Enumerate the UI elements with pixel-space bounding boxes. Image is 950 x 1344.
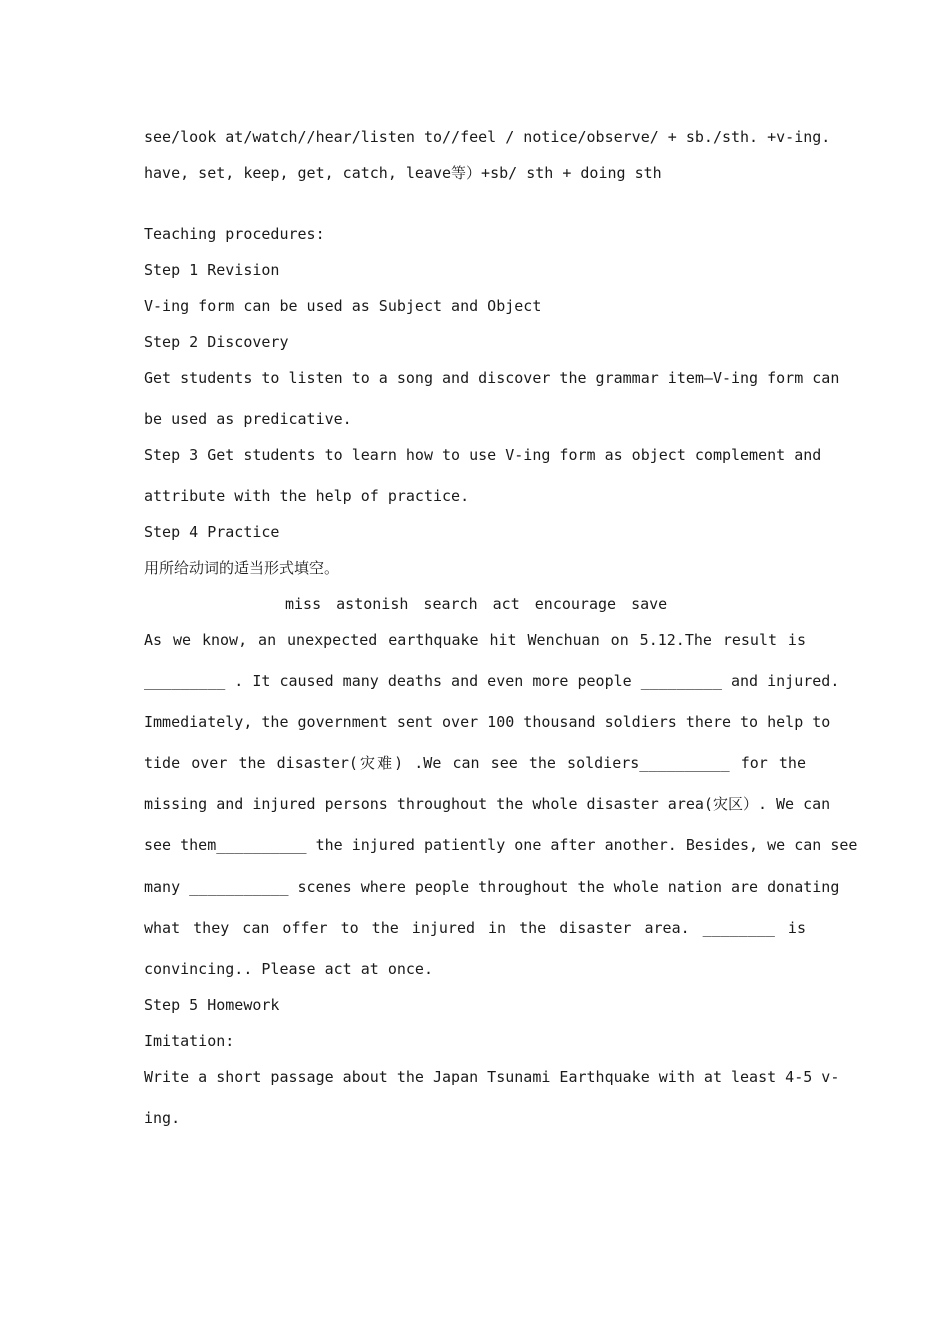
step-3-text-line-2: attribute with the help of practice. bbox=[144, 487, 470, 505]
homework-text-line-2: ing. bbox=[144, 1109, 181, 1127]
step-5-heading: Step 5 Homework bbox=[144, 996, 280, 1014]
passage-line-3: Immediately, the government sent over 100 thousand soldiers there to help to bbox=[144, 713, 831, 731]
verb-pattern-line: have, set, keep, get, catch, leave等）+sb/ sth + doing sth bbox=[144, 164, 662, 182]
step-2-heading: Step 2 Discovery bbox=[144, 333, 289, 351]
step-4-heading: Step 4 Practice bbox=[144, 523, 280, 541]
passage-line-4: tide over the disaster(灾难) .We can see the soldiers__________ for the bbox=[144, 754, 806, 772]
passage-line-7: many ___________ scenes where people throughout the whole nation are donating bbox=[144, 878, 840, 896]
word-bank: miss astonish search act encourage save bbox=[285, 595, 668, 613]
passage-line-2: _________ . It caused many deaths and even more people _________ and injured. bbox=[144, 672, 840, 690]
step-2-text-line-2: be used as predicative. bbox=[144, 410, 352, 428]
homework-text-line-1: Write a short passage about the Japan Tsunami Earthquake with at least 4-5 v- bbox=[144, 1068, 840, 1086]
passage-line-1: As we know, an unexpected earthquake hit Wenchuan on 5.12.The result is bbox=[144, 631, 806, 649]
passage-line-8: what they can offer to the injured in the disaster area. ________ is bbox=[144, 919, 806, 937]
verb-list-line: see/look at/watch//hear/listen to//feel / notice/observe/ + sb./sth. +v-ing. bbox=[144, 128, 831, 146]
passage-line-9: convincing.. Please act at once. bbox=[144, 960, 433, 978]
passage-line-5: missing and injured persons throughout the whole disaster area(灾区）. We can bbox=[144, 795, 831, 813]
step-1-text: V-ing form can be used as Subject and Object bbox=[144, 297, 542, 315]
step-2-text-line-1: Get students to listen to a song and discover the grammar item—V-ing form can bbox=[144, 369, 840, 387]
passage-line-6: see them__________ the injured patiently one after another. Besides, we can see bbox=[144, 836, 858, 854]
imitation-label: Imitation: bbox=[144, 1032, 235, 1050]
exercise-instruction: 用所给动词的适当形式填空。 bbox=[144, 559, 340, 577]
teaching-procedures-heading: Teaching procedures: bbox=[144, 225, 325, 243]
step-1-heading: Step 1 Revision bbox=[144, 261, 280, 279]
step-3-text-line-1: Step 3 Get students to learn how to use V-ing form as object complement and bbox=[144, 446, 822, 464]
